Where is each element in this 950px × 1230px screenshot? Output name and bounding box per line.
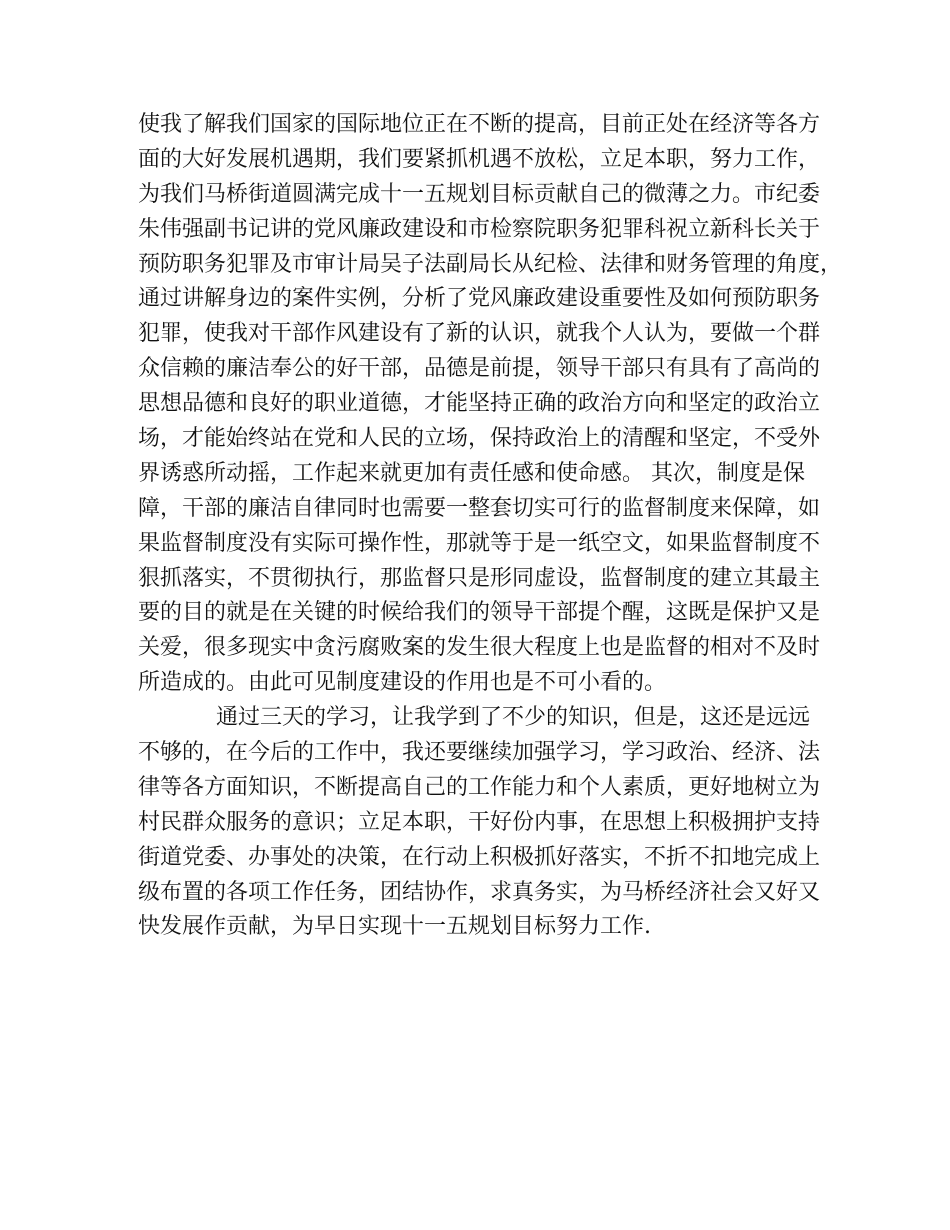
text-line: 通过三天的学习，让我学到了不少的知识，但是，这还是远远 <box>216 705 811 731</box>
text-line: 众信赖的廉洁奉公的好干部，品德是前提，领导干部只有具有了高尚的 <box>138 356 821 382</box>
text-line: 街道党委、办事处的决策，在行动上积极抓好落实，不折不扣地完成上 <box>138 844 821 870</box>
text-line: 级布置的各项工作任务，团结协作，求真务实，为马桥经济社会又好又 <box>138 879 821 905</box>
text-line: 村民群众服务的意识；立足本职，干好份内事，在思想上积极拥护支持 <box>138 809 821 835</box>
text-line: 犯罪，使我对干部作风建设有了新的认识，就我个人认为，要做一个群 <box>138 321 821 347</box>
text-line: 障，干部的廉洁自律同时也需要一整套切实可行的监督制度来保障，如 <box>138 495 821 521</box>
text-line: 快发展作贡献，为早日实现十一五规划目标努力工作. <box>138 914 651 940</box>
text-line: 为我们马桥街道圆满完成十一五规划目标贡献自己的微薄之力。市纪委 <box>138 181 821 207</box>
text-line: 通过讲解身边的案件实例，分析了党风廉政建设重要性及如何预防职务 <box>138 286 821 312</box>
text-line: 所造成的。由此可见制度建设的作用也是不可小看的。 <box>138 670 667 696</box>
text-line: 要的目的就是在关键的时候给我们的领导干部提个醒，这既是保护又是 <box>138 600 821 626</box>
text-line: 关爱，很多现实中贪污腐败案的发生很大程度上也是监督的相对不及时 <box>138 635 821 661</box>
text-line: 面的大好发展机遇期，我们要紧抓机遇不放松，立足本职，努力工作， <box>138 146 821 172</box>
text-line: 使我了解我们国家的国际地位正在不断的提高，目前正处在经济等各方 <box>138 112 821 137</box>
body-text <box>138 108 843 945</box>
text-line: 狠抓落实，不贯彻执行，那监督只是形同虚设，监督制度的建立其最主 <box>138 565 821 591</box>
text-line: 界诱惑所动摇，工作起来就更加有责任感和使命感。 其次，制度是保 <box>138 460 805 486</box>
text-line: 场，才能始终站在党和人民的立场，保持政治上的清醒和坚定，不受外 <box>138 426 821 452</box>
text-line: 律等各方面知识，不断提高自己的工作能力和个人素质，更好地树立为 <box>138 774 821 800</box>
text-line: 果监督制度没有实际可操作性，那就等于是一纸空文，如果监督制度不 <box>138 530 821 556</box>
text-line: 思想品德和良好的职业道德，才能坚持正确的政治方向和坚定的政治立 <box>138 391 821 417</box>
text-line: 预防职务犯罪及市审计局吴子法副局长从纪检、法律和财务管理的角度， <box>138 251 843 277</box>
text-line: 朱伟强副书记讲的党风廉政建设和市检察院职务犯罪科祝立新科长关于 <box>138 216 821 242</box>
text-line: 不够的，在今后的工作中，我还要继续加强学习，学习政治、经济、法 <box>138 740 821 766</box>
